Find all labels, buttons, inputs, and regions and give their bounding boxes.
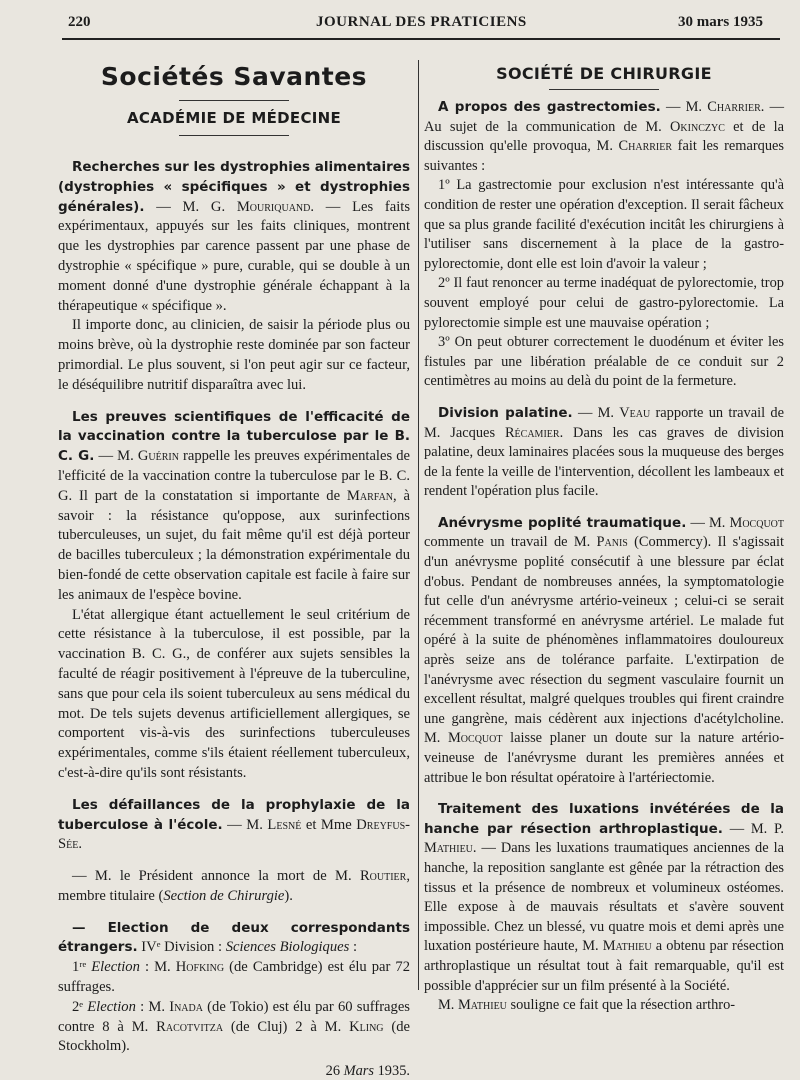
author-name: Mathieu — [424, 840, 473, 857]
author-name: Okinczyc — [670, 118, 725, 135]
article-anevrysme: Anévrysme poplité traumatique. — M. Mocquot commente un travail de M. Panis (Commercy). Il s'agissait d'un anévrysme poplité consécutif à une blessure par éclat d'obus. Pendant de nombreuses années, la symptomatologie fut celle d'un anévrysme artério-veineux ; celui-ci se serait récemment transformé en anévrysme artériel. Le malade fut opéré à la suite de phénomènes inflammatoires douloureux après seize ans de tolérance parfaite. L'extirpation de l'anévrysme avec résection du segment vasculaire fournit un excellent résultat, malgré quelques troubles qui firent craindre une gangrène, mais cédèrent aux injections d'acétylcholine. M. Mocquot laisse planer un doute sur la nature artério-veineuse de l'anévrysme durant les premières années et attribue le bon résultat opératoire à l'artériectomie. — [424, 514, 784, 786]
person-name: Routier — [359, 868, 407, 885]
article-heading: — Election de deux correspondants étrangers. — [58, 919, 410, 956]
author-name: Mathieu — [602, 938, 652, 955]
person-name: Kling — [349, 1018, 384, 1035]
election-first: 1ʳᵉ Election : M. Hofking (de Cambridge) est élu par 72 suffrages. — [58, 959, 411, 996]
person-name: Hofking — [175, 959, 225, 976]
person-name: Inada — [169, 998, 203, 1015]
column-divider — [418, 60, 419, 990]
author-name: Mouriquand — [236, 198, 311, 215]
article-heading: Les défaillances de la prophylaxie de la tuberculose à l'école. — [58, 796, 410, 833]
page-number: 220 — [68, 14, 91, 30]
title-rule — [179, 100, 289, 101]
article-heading: Les preuves scientifiques de l'efficacité de la vaccination contre la tuberculose par le B. C. G. — [58, 408, 410, 465]
author-name: Mocquot — [448, 730, 503, 747]
article-paragraph: Il importe donc, au clinicien, de saisir la période plus ou moins brève, où la dystrophie reste dominée par son facteur primordial. Le plus souvent, si l'on peut agir sur ce facteur, le déséquilibre nutritif disparaîtra avec lui. — [58, 317, 410, 393]
author-name: Dreyfus-Sée — [58, 816, 410, 853]
article-heading: Recherches sur les dystrophies alimentaires (dystrophies « spécifiques » et dystrophies générales). — [58, 159, 410, 215]
author-name: Récamier — [504, 424, 560, 441]
header-rule — [62, 38, 780, 40]
article-paragraph: 2º Il faut renoncer au terme inadéquat de pylorectomie, trop souvent employé pour celui de gastro-pylorectomie. La pylorectomie simple est une mauvaise opération ; — [424, 275, 784, 331]
section-title-academie: ACADÉMIE DE MÉDECINE — [126, 109, 342, 127]
article-election: — Election de deux correspondants étrangers. IVᵉ Division : Sciences Biologiques : — [58, 919, 410, 956]
person-name: Racotvitza — [156, 1018, 224, 1035]
article-bcg: Les preuves scientifiques de l'efficacité de la vaccination contre la tuberculose par le B. C. G. — M. Guérin rappelle les preuves expérimentales de l'efficité de la vaccination contre la tuberculose par le B. C. G. Il part de la constatation si importante de Marfan, à savoir : la résistance qu'oppose, aux surinfections tuberculeuses, un sujet, du fait même qu'il est déjà porteur de bacilles tuberculeux ; la démonstration expérimentale du bien-fondé de cette observation capitale est facile à faire sur les animaux de l'espèce bovine. — [58, 408, 410, 603]
author-name: Lesné — [267, 816, 302, 833]
article-paragraph: L'état allergique étant actuellement le seul critérium de cette résistance à la tuberculose, il est possible, par la vaccination B. C. G., de conférer aux sujets sensibles la faculté de réagir positivement à l'épreuve de la tuberculine, sans que pour cela ils soient tuberculeux au sens médical du mot. De tels sujets devenus artificiellement allergiques, se comportent vis-à-vis des surinfections tuberculeuses expérimentales, comme s'ils étaient réellement tuberculeux, c'est-à-dire qu'ils sont résistants. — [58, 606, 410, 781]
right-column — [424, 60, 784, 1016]
article-division-palatine: Division palatine. — M. Veau rapporte un travail de M. Jacques Récamier. Dans les cas graves de division palatine, deux laminaires placées sous la muqueuse des berges de la fente la veille de l'intervention, décollent les lambeaux et rendent l'opération plus facile. — [424, 404, 785, 500]
article-heading: Traitement des luxations invétérées de la hanche par résection arthroplastique. — [424, 801, 784, 837]
session-date: 26 Mars 1935. — [325, 1063, 410, 1080]
left-column — [58, 60, 410, 1080]
author-name: Panis — [596, 534, 628, 551]
issue-date: 30 mars 1935 — [678, 14, 763, 30]
author-name: Veau — [619, 404, 651, 421]
article-paragraph: 3º On peut obturer correctement le duodénum et éviter les fistules par une libération préalable de ce conduit sur 2 centimètres au moins au delà du point de la fermeture. — [424, 334, 784, 390]
section-rule — [179, 135, 289, 136]
announcement-routier: — M. le Président annonce la mort de M. Routier, membre titulaire (Section de Chirurgie). — [58, 868, 410, 904]
author-name: Mathieu — [458, 997, 507, 1014]
author-name: Charrier — [707, 99, 761, 115]
article-luxations: Traitement des luxations invétérées de la hanche par résection arthroplastique. — M. P. Mathieu. — Dans les luxations traumatiques anciennes de la hanche, la reposition sanglante est gênée par la rétraction des tissus et la présence de nombreux et volumineux ostéomes. Elle expose à de mauvais résultats et s'avère souvent impossible. Chez un blessé, vu quatre mois et demi après une luxation postérieure haute, M. Mathieu a obtenu par résection arthroplastique un résultat tout à fait remarquable, qu'il est possible d'apprécier sur un film présenté à la Société. — [424, 801, 784, 994]
election-second: 2ᵉ Election : M. Inada (de Tokio) est élu par 60 suffrages contre 8 à M. Racotvitza (de Cluj) 2 à M. Kling (de Stockholm). — [58, 998, 410, 1055]
article-paragraph: M. Mathieu souligne ce fait que la résection arthro- — [438, 997, 736, 1014]
article-gastrectomies: A propos des gastrectomies. — M. Charrier. — Au sujet de la communication de M. Okinczyc et de la discussion qu'elle provoqua, M. Charrier fait les remarques suivantes : — [424, 99, 785, 174]
article-prophylaxie: Les défaillances de la prophylaxie de la tuberculose à l'école. — M. Lesné et Mme Dreyfus-Sée. — [58, 796, 410, 853]
cited-name: Marfan — [346, 487, 394, 504]
running-header — [0, 14, 800, 36]
author-name: Mocquot — [729, 514, 784, 531]
article-heading: Anévrysme poplité traumatique. — [438, 514, 687, 531]
page-title: Sociétés Savantes — [100, 62, 368, 91]
author-name: Guérin — [137, 448, 179, 465]
article-dystrophies: Recherches sur les dystrophies alimentaires (dystrophies « spécifiques » et dystrophies générales). — M. G. Mouriquand. — Les faits expérimentaux, appuyés sur les faits cliniques, montrent que les dystrophies par carence passent par une phase de dystrophie « spécifique » pure, curable, qui se double à un moment donné d'une dystrophie générale échappant à la thérapeutique « spécifique ». — [58, 159, 410, 314]
journal-title: JOURNAL DES PRATICIENS — [316, 14, 527, 30]
section-title-chirurgie: SOCIÉTÉ DE CHIRURGIE — [496, 64, 712, 83]
section-rule — [549, 89, 659, 90]
article-heading: A propos des gastrectomies. — [438, 99, 661, 115]
article-paragraph: 1º La gastrectomie pour exclusion n'est intéressante qu'à condition de rester une opération d'exception. Il serait fâcheux que sa plus grande facilité d'exécution incitât les chirurgiens à l'utiliser sans discernement à la place de la gastro-pylorectomie, dont elle est loin d'avoir la valeur ; — [424, 177, 784, 272]
author-name: Charrier — [618, 138, 673, 155]
article-heading: Division palatine. — [438, 404, 573, 421]
